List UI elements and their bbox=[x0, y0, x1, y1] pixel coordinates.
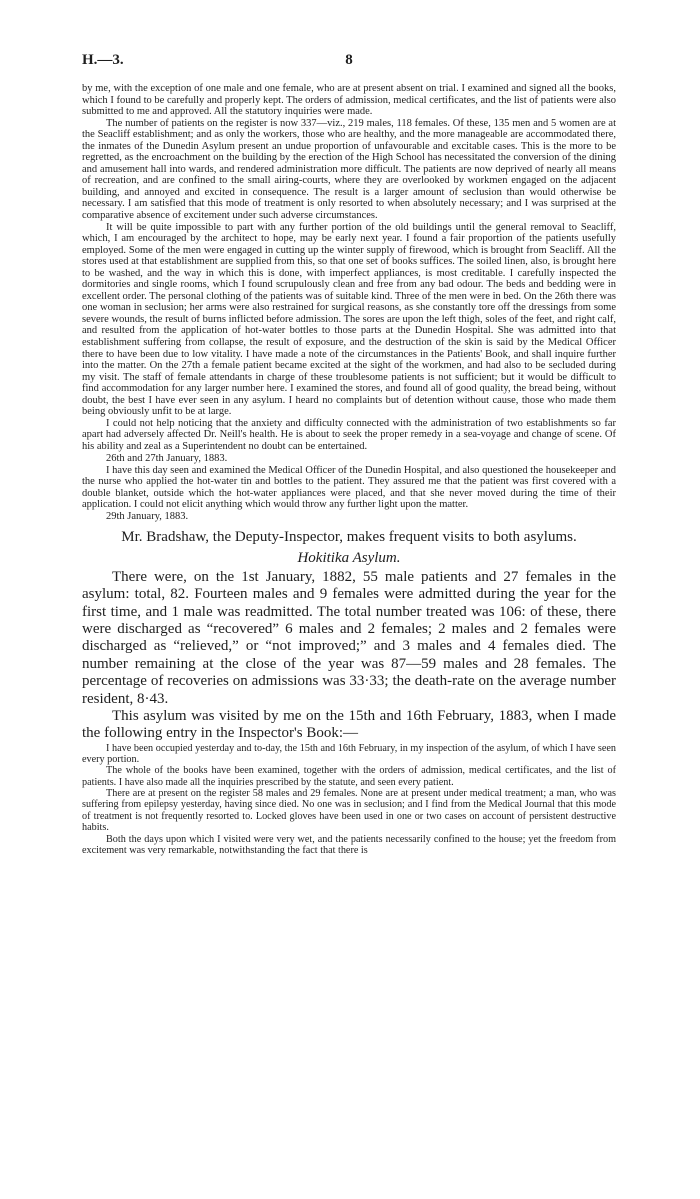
deputy-inspector-note: Mr. Bradshaw, the Deputy-Inspector, makes frequent visits to both asylums. bbox=[121, 528, 577, 545]
inspector-book-entry bbox=[82, 743, 616, 856]
page-number: 8 bbox=[345, 52, 353, 68]
paragraph: I have this day seen and examined the Medical Officer of the Dunedin Hospital, and also questioned the housekeeper and the nurse who applied the hot-water tin and bottles to the patient. They assured me that the patient was first covered with a double blanket, outside which the hot-water appliances were placed, and that she never moved during the time of their application. I could not elicit anything which would throw any further light upon the matter. bbox=[82, 464, 616, 511]
paragraph: There were, on the 1st January, 1882, 55 male patients and 27 females in the asylum: total, 82. Fourteen males and 9 females were admitted during the year for the first time, and 1 male was readmitted. The total number treated was 106: of these, there were discharged as “recovered” 6 males and 2 females; 2 males and 2 females were discharged as “relieved,” or “not improved;” and 3 males and 4 females died. The number remaining at the close of the year was 87—59 males and 28 females. The percentage of recoveries on admissions was 33·33; the death-rate on the average number resident, 8·43. bbox=[82, 568, 616, 707]
paragraph: It will be quite impossible to part with any further portion of the old buildings until the general removal to Seacliff, which, I am encouraged by the architect to hope, may be early next year. I found a fair proportion of the patients usefully employed. Some of the men were engaged in cutting up the winter supply of firewood, which is brought from Seacliff. All the stores used at that establishment are supplied from this, so that one set of books suffices. The soiled linen, also, is brought here to be washed, and the way in which this is done, with imperfect appliances, is most creditable. I carefully inspected the dormitories and single rooms, which I found scrupulously clean and free from any bad odour. The beds and bedding were in excellent order. The personal clothing of the patients was of suitable kind. Three of the men were in bed. On the 26th there was one woman in seclusion; her arms were also restrained for surgical reasons, as she constantly tore off the dressings from some severe wounds, the result of burns inflicted before admission. The sores are upon the left thigh, soles of the feet, and right calf, and resulted from the application of hot-water bottles to those parts at the Dunedin Hospital. She was admitted into that establishment suffering from collapse, the result of exposure, and the destruction of the skin is said by the Medical Officer there to have been due to low vitality. I have made a note of the circumstances in the Patients' Book, and shall inquire further into the matter. On the 27th a female patient became excited at the sight of the workmen, and had also to be secluded during my visit. The staff of female attendants in charge of these troublesome patients is not sufficient; but it would be difficult to find accommodation for any larger number here. I examined the stores, and found all of good quality, the bread being, without doubt, the best I have ever seen in any asylum. I heard no complaints but of detention without cause, those who made them being obviously unfit to be at large. bbox=[82, 221, 616, 418]
paragraph: I have been occupied yesterday and to-day, the 15th and 16th February, in my inspection of the asylum, of which I have seen every portion. bbox=[82, 742, 616, 766]
paragraph: Both the days upon which I visited were very wet, and the patients necessarily confined to the house; yet the freedom from excitement was very remarkable, notwithstanding the fact that there is bbox=[82, 833, 616, 856]
paragraph: by me, with the exception of one male and one female, who are at present absent on trial. I examined and signed all the books, which I found to be carefully and properly kept. The orders of admission, medical certificates, and the list of patients were also submitted to me and approved. All the statutory inquiries were made. bbox=[82, 83, 616, 118]
hokitika-section bbox=[82, 569, 616, 743]
date-line: 26th and 27th January, 1883. bbox=[106, 452, 228, 464]
date-line: 29th January, 1883. bbox=[106, 510, 189, 522]
paragraph: There are at present on the register 58 males and 29 females. None are at present under medical treatment; a man, who was suffering from epilepsy yesterday, having since died. No one was in seclusion; and I find from the Medical Journal that this mode of treatment is not frequently resorted to. Locked gloves have been used in one or two cases on account of persistent destructive habits. bbox=[82, 788, 616, 834]
page-body bbox=[82, 83, 616, 856]
paragraph: The whole of the books have been examined, together with the orders of admission, medical certificates, and the list of patients. I have also made all the inquiries prescribed by the statute, and seen every patient. bbox=[82, 765, 616, 788]
paragraph: This asylum was visited by me on the 15th and 16th February, 1883, when I made the following entry in the Inspector's Book:— bbox=[82, 707, 616, 742]
paragraph: I could not help noticing that the anxiety and difficulty connected with the administration of two establishments so far apart had adversely affected Dr. Neill's health. He is about to seek the proper remedy in a sea-voyage and change of scene. Of his ability and zeal as a Superintendent no doubt can be entertained. bbox=[82, 417, 616, 452]
paragraph: The number of patients on the register is now 337—viz., 219 males, 118 females. Of these, 135 men and 5 women are at the Seacliff establishment; and as only the workers, those who are healthy, and the more manageable are accommodated there, the inmates of the Dunedin Asylum present an undue proportion of unfavourable and excitable cases. This is the more to be regretted, as the encroachment on the building by the erection of the High School has necessitated the conversion of the dining and amusement hall into wards, and rendered administration more difficult. The patients are now deprived of nearly all means of recreation, and are confined to the small airing-courts, where they are overlooked by workmen engaged on the adjacent building, and annoyed and excited in consequence. The result is a larger amount of seclusion than would otherwise be necessary. I am satisfied that this mode of treatment is only resorted to when absolutely necessary; and I was surprised at the comparative absence of excitement under such adverse circumstances. bbox=[82, 117, 616, 222]
dunedin-report-section bbox=[82, 83, 616, 523]
section-heading: Hokitika Asylum. bbox=[297, 549, 401, 566]
page-header bbox=[82, 52, 616, 72]
report-reference: H.—3. bbox=[82, 52, 124, 68]
